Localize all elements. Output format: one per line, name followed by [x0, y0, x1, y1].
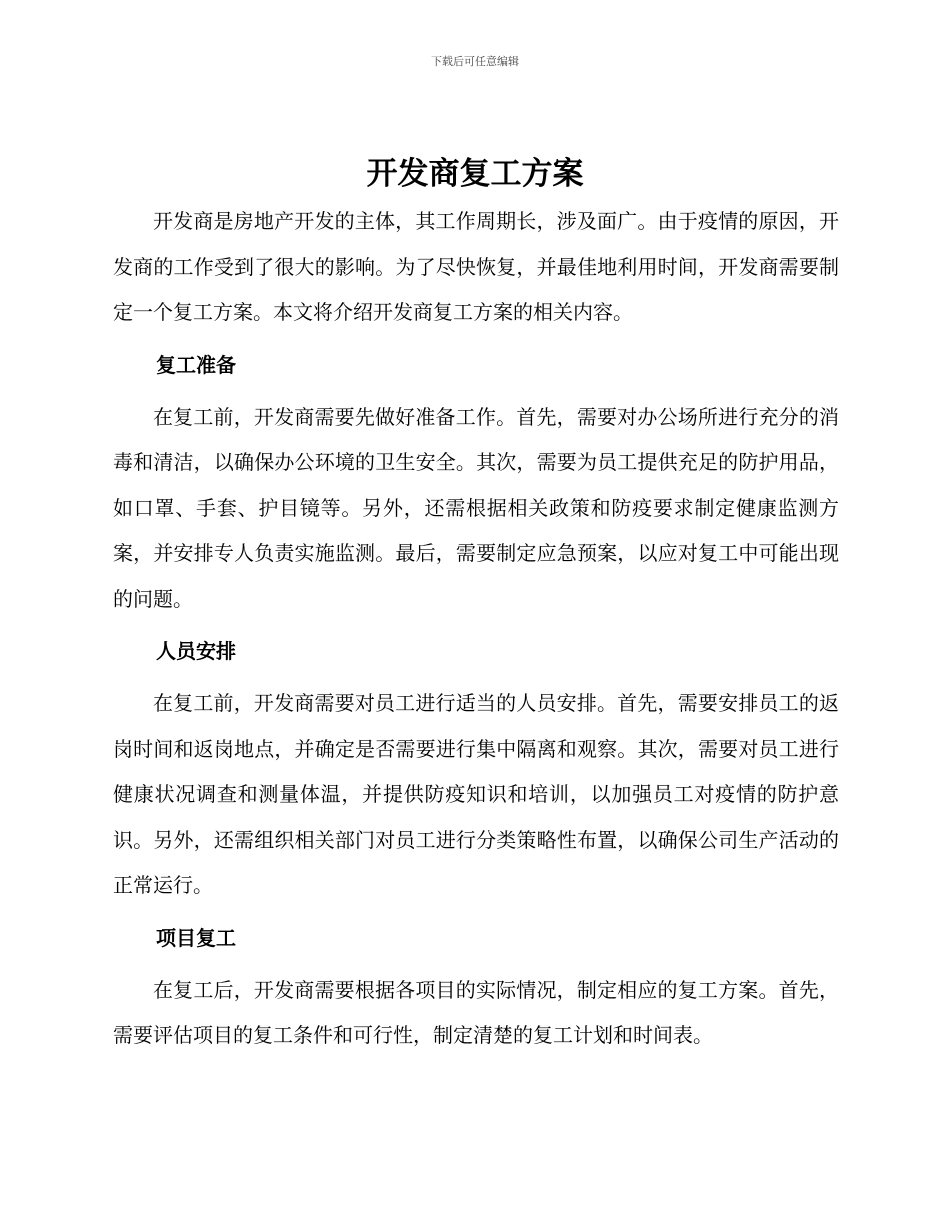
section-paragraph-staffing: 在复工前，开发商需要对员工进行适当的人员安排。首先，需要安排员工的返岗时间和返岗地点，并确定是否需要进行集中隔离和观察。其次，需要对员工进行健康状况调查和测量体温，并提供防疫知识和培训，以加强员工对疫情的防护意识。另外，还需组织相关部门对员工进行分类策略性布置，以确保公司生产活动的正常运行。	[113, 691, 839, 897]
section-heading-project-resumption: 项目复工	[156, 925, 236, 950]
header-note: 下载后可任意编辑	[431, 55, 519, 68]
document-body	[113, 199, 839, 1059]
section-paragraph-project-resumption: 在复工后，开发商需要根据各项目的实际情况，制定相应的复工方案。首先，需要评估项目的复工条件和可行性，制定清楚的复工计划和时间表。	[113, 977, 839, 1047]
section-heading-staffing: 人员安排	[156, 639, 236, 663]
section-paragraph-preparation: 在复工前，开发商需要先做好准备工作。首先，需要对办公场所进行充分的消毒和清洁，以确保办公环境的卫生安全。其次，需要为员工提供充足的防护用品，如口罩、手套、护目镜等。另外，还需根据相关政策和防疫要求制定健康监测方案，并安排专人负责实施监测。最后，需要制定应急预案，以应对复工中可能出现的问题。	[113, 404, 839, 611]
document-title: 开发商复工方案	[366, 156, 584, 192]
intro-paragraph: 开发商是房地产开发的主体，其工作周期长，涉及面广。由于疫情的原因，开发商的工作受到了很大的影响。为了尽快恢复，并最佳地利用时间，开发商需要制定一个复工方案。本文将介绍开发商复工方案的相关内容。	[113, 209, 839, 324]
section-heading-preparation: 复工准备	[156, 352, 236, 377]
